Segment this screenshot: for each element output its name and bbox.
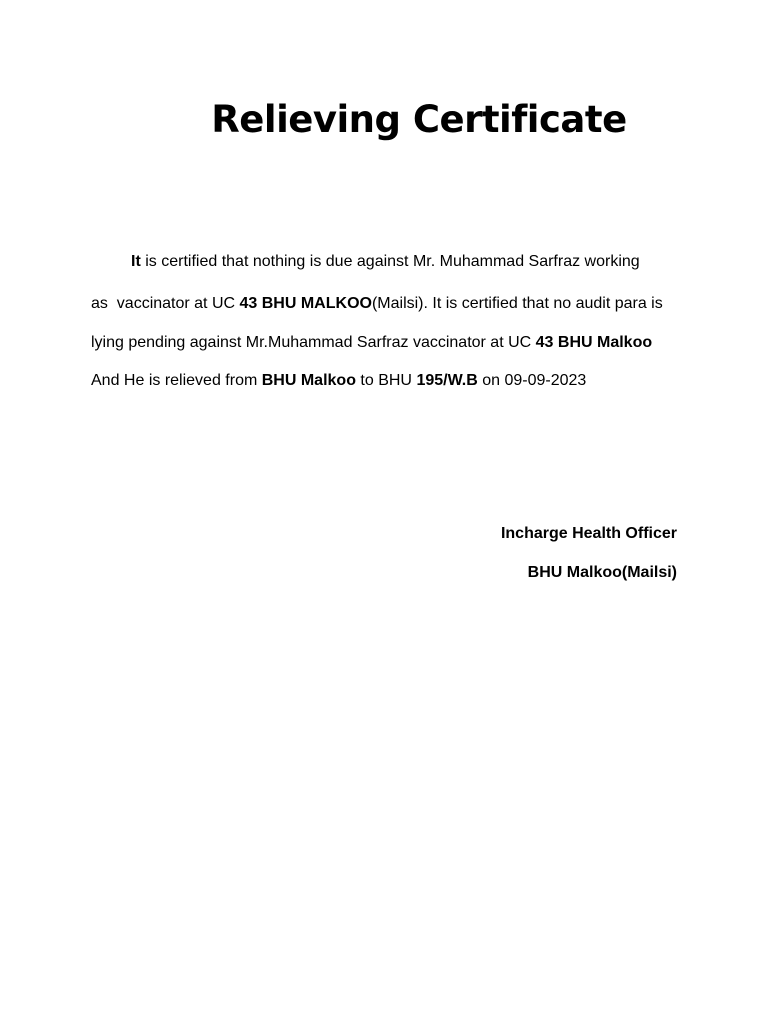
body-line-2-prefix: as vaccinator at UC [91, 295, 240, 312]
signature-office: BHU Malkoo(Mailsi) [527, 564, 677, 581]
body-line-4-from: BHU Malkoo [261, 372, 356, 389]
page-title: Relieving Certificate [211, 98, 627, 141]
body-line-3-uc: 43 BHU Malkoo [535, 334, 653, 351]
body-line-4-middle: to BHU [355, 372, 417, 389]
body-line-1 [131, 252, 640, 272]
body-line-4 [91, 371, 586, 391]
body-line-3-prefix: lying pending against Mr.Muhammad Sarfraz vaccinator at UC [91, 334, 536, 351]
body-line-2-suffix: (Mailsi). It is certified that no audit para is [371, 295, 663, 312]
body-line-2 [91, 294, 663, 314]
body-line-4-to: 195/W.B [416, 372, 478, 389]
body-line-4-suffix: on 09-09-2023 [477, 372, 587, 389]
body-line-1-text: is certified that nothing is due against Mr. Muhammad Sarfraz working [140, 253, 640, 270]
signature-designation: Incharge Health Officer [500, 525, 677, 542]
body-line-3 [91, 333, 652, 353]
body-line-2-uc: 43 BHU MALKOO [239, 295, 372, 312]
body-line-1-lead: It [131, 253, 141, 270]
body-line-4-prefix: And He is relieved from [91, 372, 262, 389]
